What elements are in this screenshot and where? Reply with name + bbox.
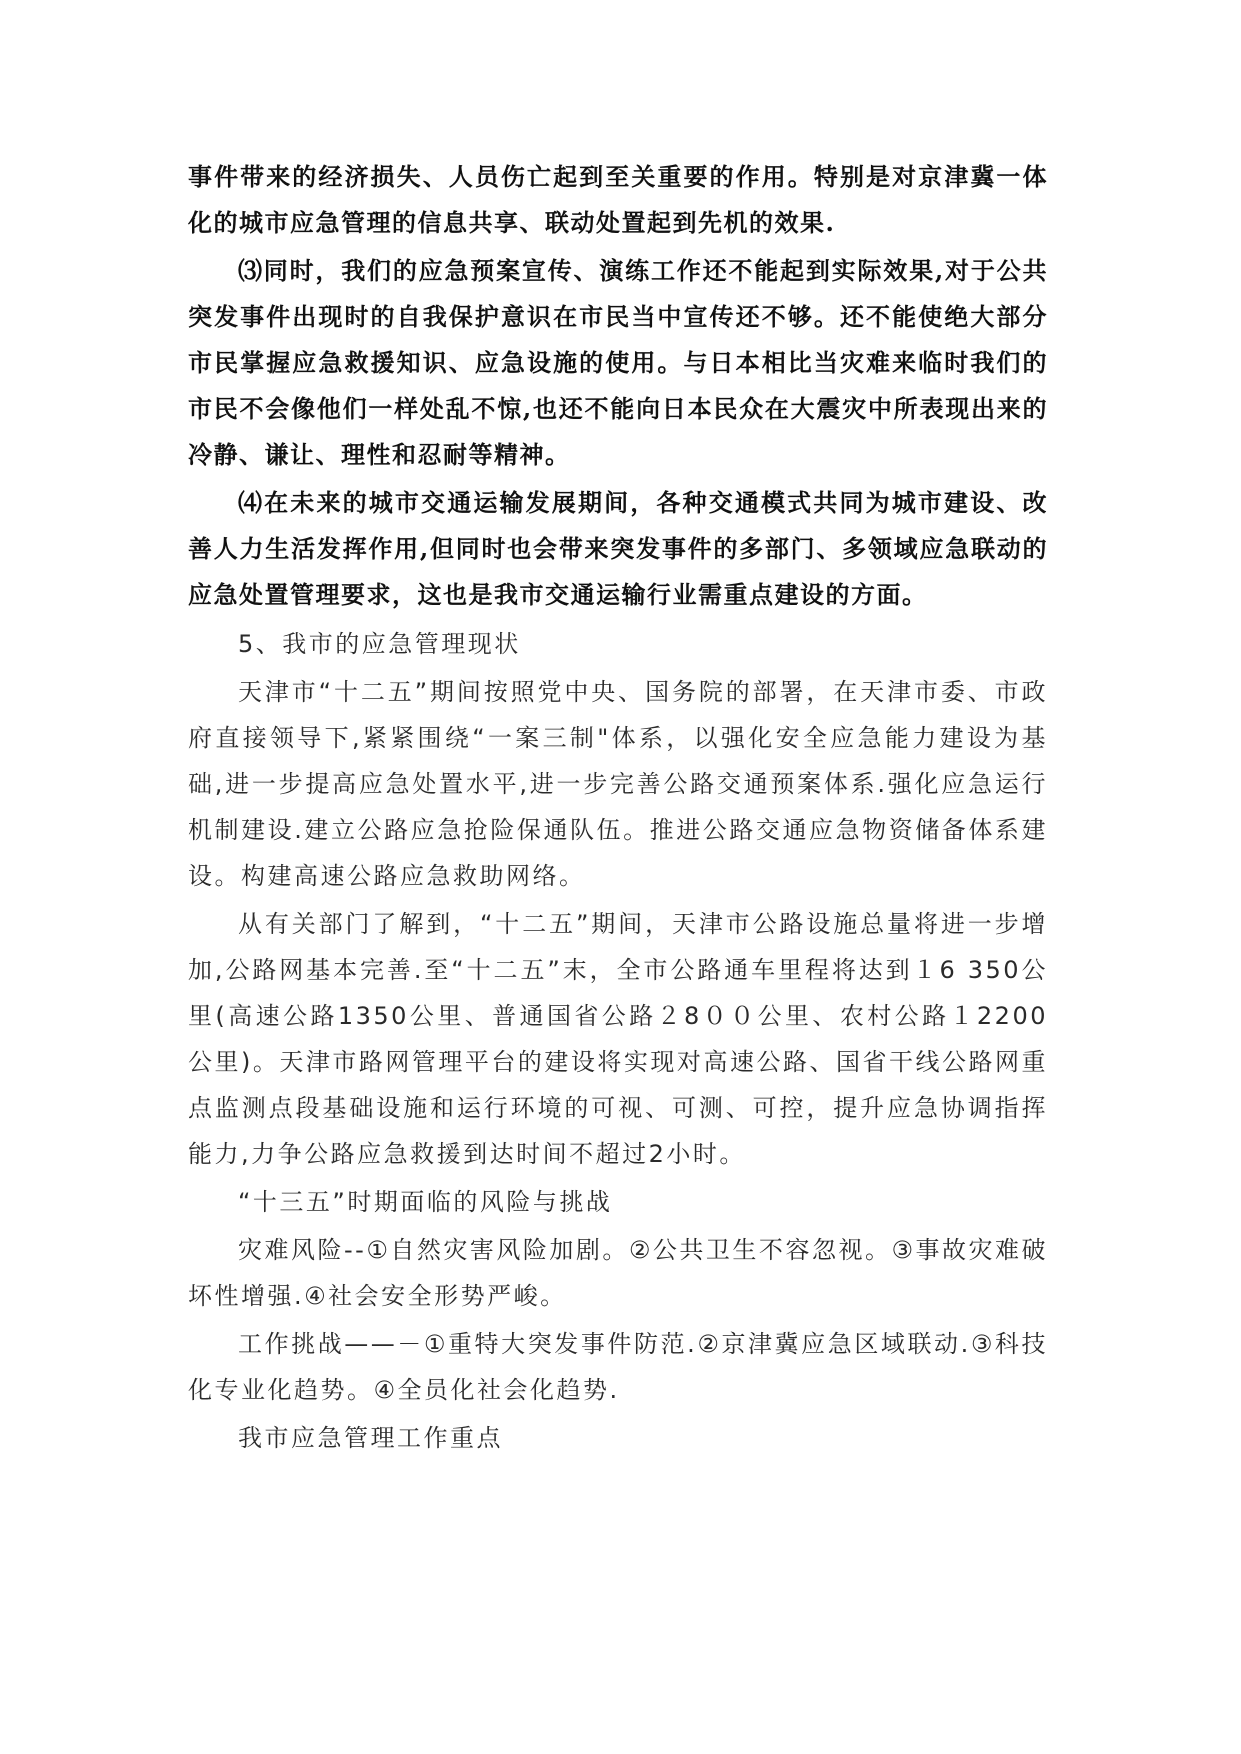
paragraph-item-4: ⑷在未来的城市交通运输发展期间，各种交通模式共同为城市建设、改善人力生活发挥作用,但同时也会带来突发事件的多部门、多领域应急联动的应急处置管理要求，这也是我市交通运输行业需重点建设的方面。 bbox=[188, 488, 1048, 609]
paragraph-continuation: 事件带来的经济损失、人员伤亡起到至关重要的作用。特别是对京津冀一体化的城市应急管理的信息共享、联动处置起到先机的效果. bbox=[188, 162, 1048, 237]
paragraph-road-network: 从有关部门了解到，“十二五”期间，天津市公路设施总量将进一步增加,公路网基本完善.至“十二五”末，全市公路通车里程将达到１6 350公里(高速公路1350公里、普通国省公路２8００公里、农村公路１2200公里)。天津市路网管理平台的建设将实现对高速公路、国省干线公路网重点监测点段基础设施和运行环境的可视、可测、可控，提升应急协调指挥能力,力争公路应急救援到达时间不超过2小时。 bbox=[188, 910, 1048, 1168]
document-body bbox=[188, 154, 1048, 1461]
section-heading-5: 5、我市的应急管理现状 bbox=[238, 630, 521, 658]
paragraph-disaster-risks: 灾难风险--①自然灾害风险加剧。②公共卫生不容忽视。③事故灾难破坏性增强.④社会安全形势严峻。 bbox=[188, 1236, 1048, 1310]
section-heading-priorities: 我市应急管理工作重点 bbox=[238, 1424, 503, 1452]
paragraph-status: 天津市“十二五”期间按照党中央、国务院的部署，在天津市委、市政府直接领导下,紧紧围绕“一案三制"体系，以强化安全应急能力建设为基础,进一步提高应急处置水平,进一步完善公路交通预案体系.强化应急运行机制建设.建立公路应急抢险保通队伍。推进公路交通应急物资储备体系建设。构建高速公路应急救助网络。 bbox=[188, 678, 1048, 890]
paragraph-item-3: ⑶同时，我们的应急预案宣传、演练工作还不能起到实际效果,对于公共突发事件出现时的自我保护意识在市民当中宣传还不够。还不能使绝大部分市民掌握应急救援知识、应急设施的使用。与日本相比当灾难来临时我们的市民不会像他们一样处乱不惊,也还不能向日本民众在大震灾中所表现出来的冷静、谦让、理性和忍耐等精神。 bbox=[188, 256, 1048, 469]
section-heading-risks: “十三五”时期面临的风险与挑战 bbox=[238, 1188, 613, 1216]
paragraph-work-challenges: 工作挑战——－①重特大突发事件防范.②京津冀应急区域联动.③科技化专业化趋势。④全员化社会化趋势. bbox=[188, 1330, 1048, 1404]
